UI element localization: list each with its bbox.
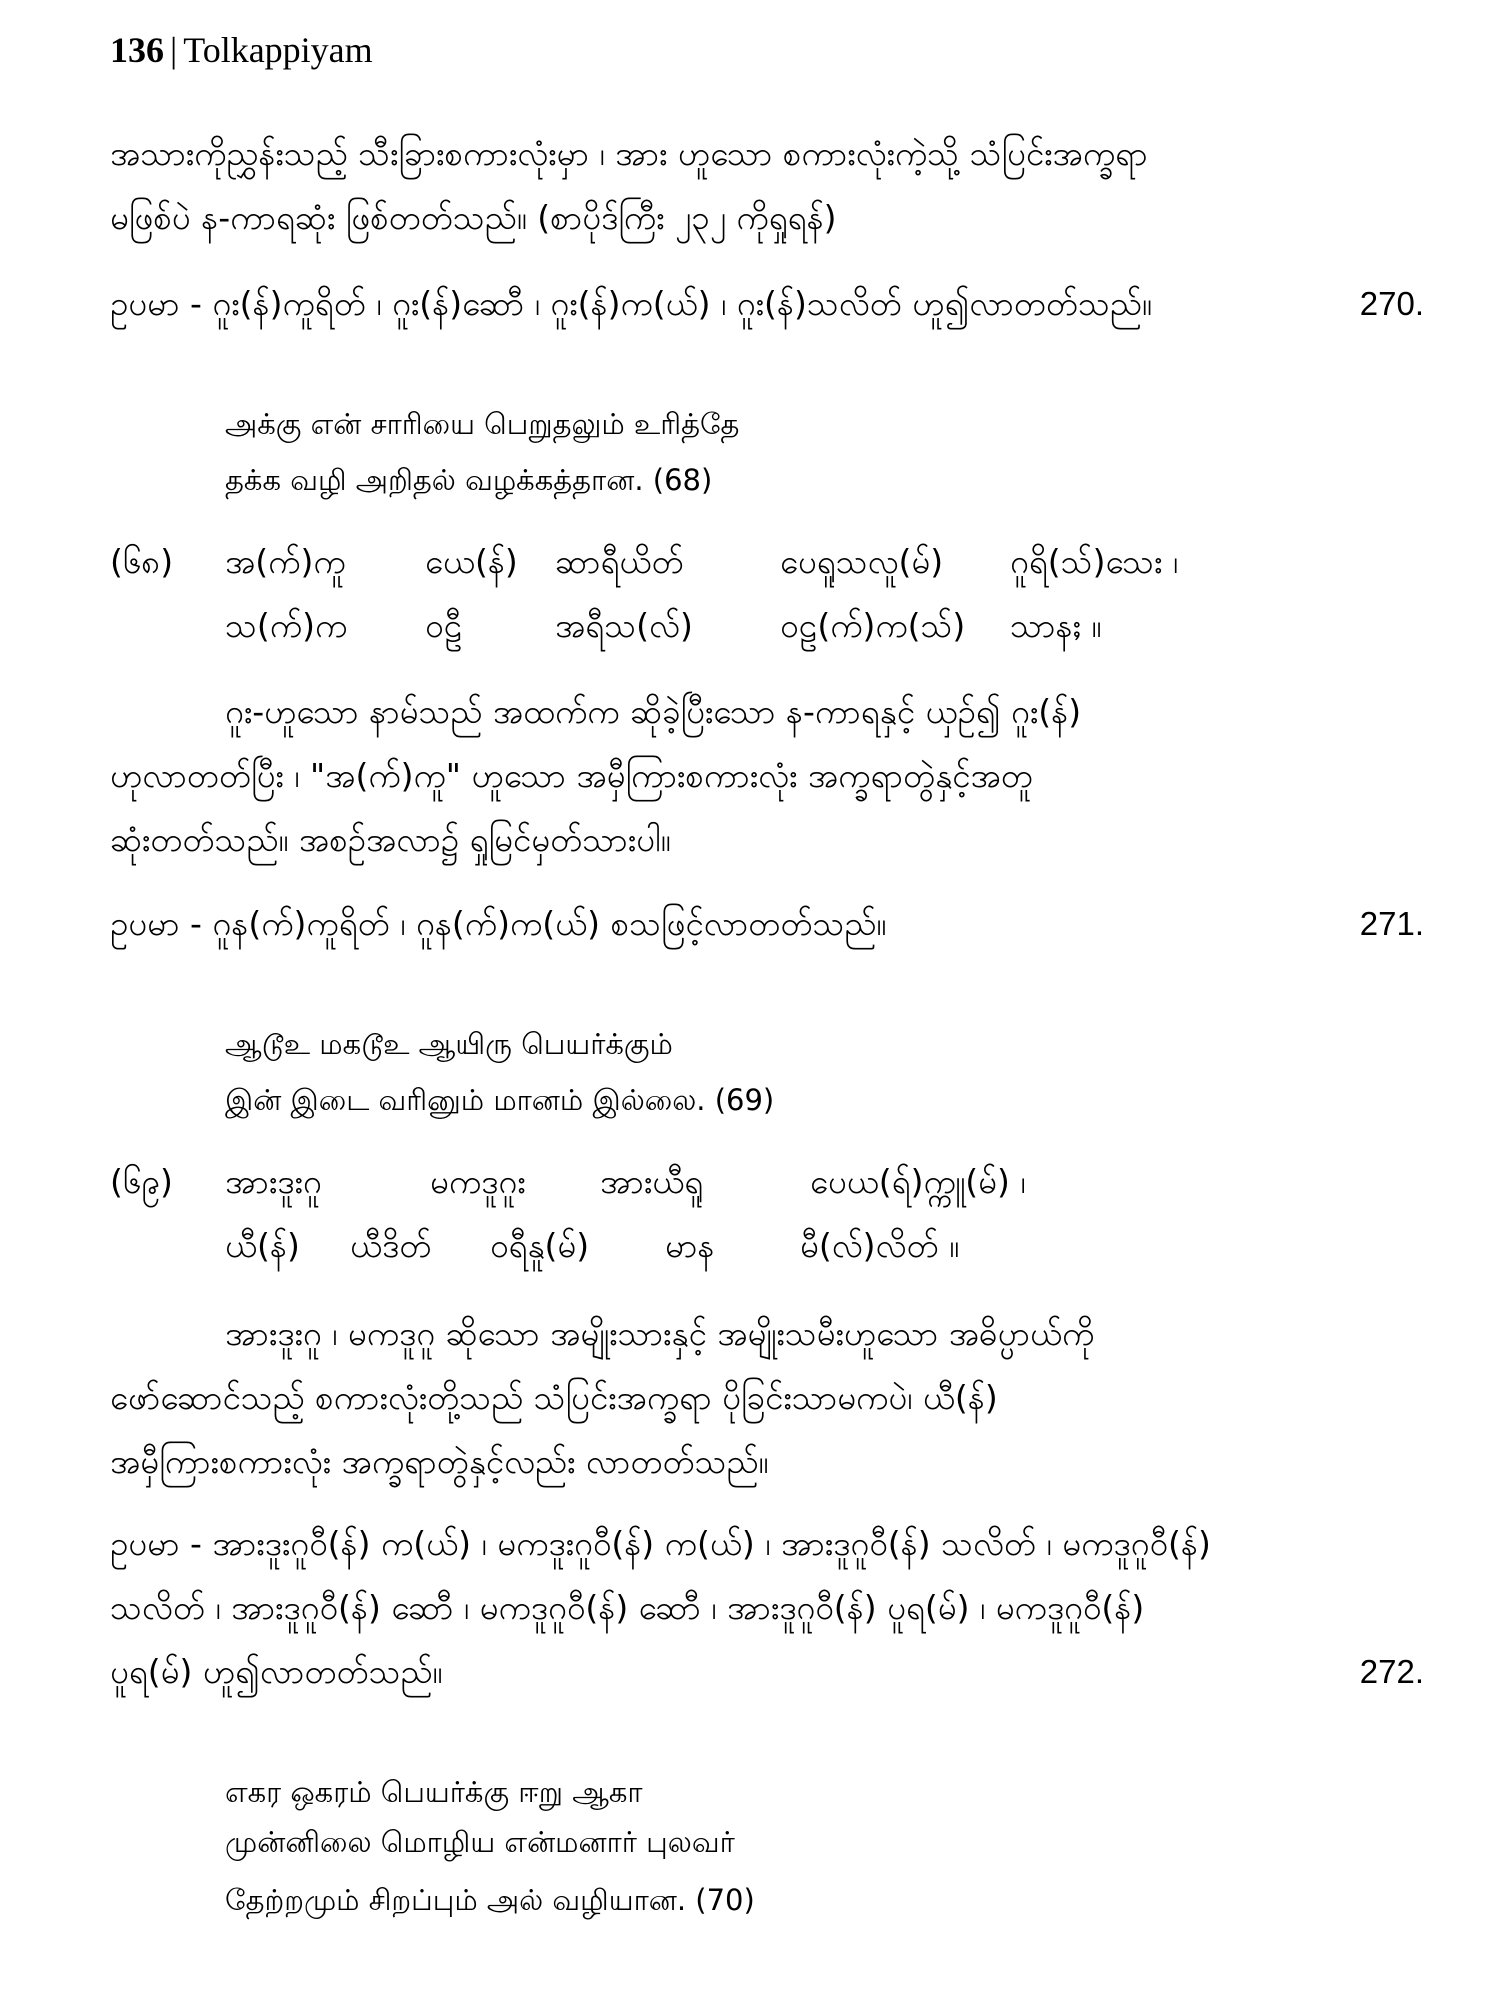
tamil-verse-line: ஆடூஉ மகடூஉ ஆயிரு பெயர்க்கும் xyxy=(225,1027,673,1061)
tamil-verse-line: இன் இடை வரினும் மானம் இல்லை. (69) xyxy=(225,1083,775,1117)
verse-word: ပေရူသလူ(မ်) xyxy=(780,542,944,581)
reference-number: 272. xyxy=(1359,1653,1424,1690)
verse-word: ယေ(န်) xyxy=(425,542,518,581)
verse-word: ပေယ(ရ်)က္ကူ(မ်) ၊ xyxy=(810,1162,1026,1201)
verse-word: မာန xyxy=(665,1226,715,1265)
verse-word: အားဒူးဂူ xyxy=(225,1162,322,1201)
verse-word: ယီ(န်) xyxy=(225,1226,300,1265)
tamil-verse-line: தக்க வழி அறிதல் வழக்கத்தான. (68) xyxy=(225,463,713,497)
verse-word: အ(က်)ကူ xyxy=(225,542,346,581)
page-number: 136 xyxy=(110,30,164,70)
page-header xyxy=(110,28,373,72)
verse-word: မကဒူဂူး xyxy=(430,1162,526,1201)
example-line: ဥပမာ - ဂူန(က်)ကူရိတ် ၊ ဂူန(က်)က(ယ်) စသဖြင့်လာတတ်သည်။ xyxy=(110,904,887,943)
verse-word: ဝဠီ xyxy=(425,606,463,645)
paragraph-line: အားဒူးဂူ ၊ မကဒူဂူ ဆိုသော အမျိုးသားနှင့် အမျိုးသမီးဟူသော အဓိပ္ပာယ်ကို xyxy=(225,1314,1095,1353)
verse-word: ယီဒိတ် xyxy=(350,1226,432,1265)
tamil-verse-line: முன்னிலை மொழிய என்மனார் புலவர் xyxy=(225,1825,735,1859)
tamil-verse-line: அக்கு என் சாரியை பெறுதலும் உரித்தே xyxy=(225,407,740,441)
verse-word: ဆာရီယိတ် xyxy=(555,542,684,581)
book-title: Tolkappiyam xyxy=(183,30,373,70)
verse-number: (၆၈) xyxy=(110,542,174,581)
example-line: ဥပမာ - အားဒူးဂူဝီ(န်) က(ယ်) ၊ မကဒူးဂူဝီ(န်) က(ယ်) ၊ အားဒူဂူဝီ(န်) သလိတ် ၊ မကဒူဂူဝီ(န်) xyxy=(110,1524,1211,1563)
header-separator: | xyxy=(170,30,178,70)
verse-word: ဂူရိ(သ်)သေး ၊ xyxy=(1010,542,1179,581)
example-line: ဥပမာ - ဂူး(န်)ကူရိတ် ၊ ဂူး(န်)ဆောီ ၊ ဂူး(န်)က(ယ်) ၊ ဂူး(န်)သလိတ် ဟူ၍လာတတ်သည်။ xyxy=(110,284,1152,323)
tamil-verse-line: எகர ஒகரம் பெயர்க்கு ஈறு ஆகா xyxy=(225,1775,643,1809)
example-line: ပူရ(မ်) ဟူ၍လာတတ်သည်။ xyxy=(110,1652,443,1691)
reference-number: 270. xyxy=(1359,285,1424,322)
reference-number: 271. xyxy=(1359,905,1424,942)
paragraph-line: ဂူး-ဟူသော နာမ်သည် အထက်က ဆိုခဲ့ပြီးသော န-ကာရနှင့် ယှဉ်၍ ဂူး(န်) xyxy=(225,692,1082,731)
paragraph-line: မဖြစ်ပဲ န-ကာရဆုံး ဖြစ်တတ်သည်။ (စာပိုဒ်ကြီး ၂၃၂ ကိုရှုရန်) xyxy=(110,198,837,237)
paragraph-line: ဟုလာတတ်ပြီး ၊ "အ(က်)ကူ" ဟူသော အမှီကြားစကားလုံး အက္ခရာတွဲနှင့်အတူ xyxy=(110,756,1033,795)
verse-word: ဝဠ(က်)က(သ်) xyxy=(780,606,966,645)
paragraph-line: ဆုံးတတ်သည်။ အစဉ်အလာ၌ ရှုမြင်မှတ်သားပါ။ xyxy=(110,820,671,859)
verse-number: (၆၉) xyxy=(110,1162,173,1201)
verse-word: အားယီရူ xyxy=(600,1162,704,1201)
verse-word: ဝရီနူ(မ်) xyxy=(490,1226,590,1265)
paragraph-line: အသားကိုညွှန်းသည့် သီးခြားစကားလုံးမှာ ၊ အား ဟူသော စကားလုံးကဲ့သို့ သံပြင်းအက္ခရာ xyxy=(110,134,1148,173)
verse-word: မီ(လ်)လိတ် ။ xyxy=(800,1226,960,1265)
paragraph-line: ဖော်ဆောင်သည့် စကားလုံးတို့သည် သံပြင်းအက္ခရာ ပိုခြင်းသာမကပဲ၊ ယီ(န်) xyxy=(110,1378,998,1417)
verse-word: သာနႈ ။ xyxy=(1010,606,1102,645)
tamil-verse-line: தேற்றமும் சிறப்பும் அல் வழியான. (70) xyxy=(225,1883,755,1917)
verse-word: အရီသ(လ်) xyxy=(555,606,693,645)
verse-word: သ(က်)က xyxy=(225,606,348,645)
paragraph-line: အမှီကြားစကားလုံး အက္ခရာတွဲနှင့်လည်း လာတတ်သည်။ xyxy=(110,1442,769,1481)
example-line: သလိတ် ၊ အားဒူဂူဝီ(န်) ဆောီ ၊ မကဒူဂူဝီ(န်) ဆောီ ၊ အားဒူဂူဝီ(န်) ပူရ(မ်) ၊ မကဒူဂူဝီ(န်) xyxy=(110,1588,1145,1627)
